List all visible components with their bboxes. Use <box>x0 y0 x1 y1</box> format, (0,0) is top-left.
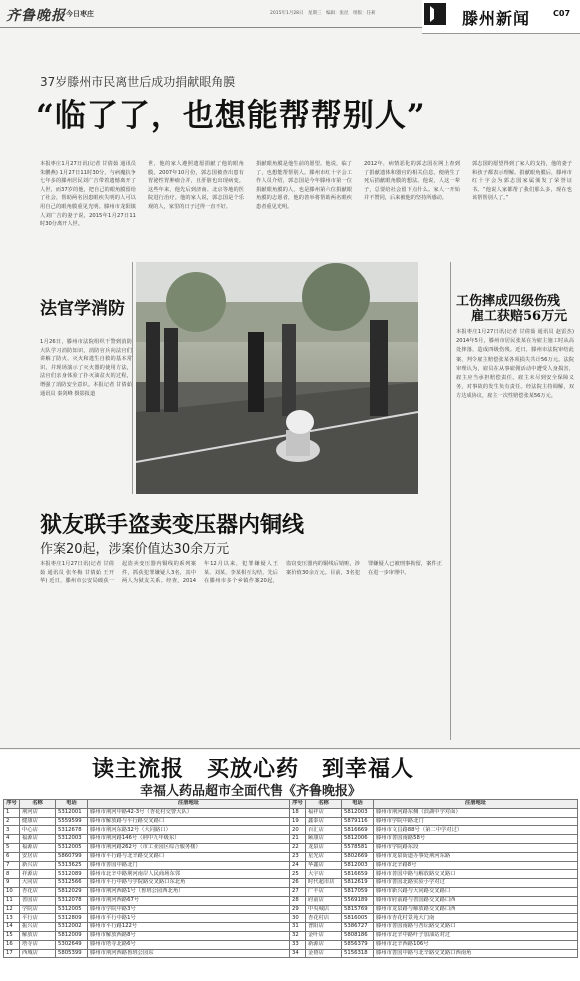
table-row <box>4 879 578 888</box>
table-cell: 31 <box>290 923 306 932</box>
table-cell: 5312003 <box>56 835 88 844</box>
table-row <box>4 905 578 914</box>
table-cell: 5312566 <box>56 879 88 888</box>
table-cell: 滕州市学院路东段 <box>374 843 578 852</box>
table-cell: 滕州市文昌路88号（第二中学对过） <box>374 826 578 835</box>
table-cell: 27 <box>290 887 306 896</box>
table-cell: 学院店 <box>20 905 56 914</box>
table-cell: 滕州市荆河西路1号（鲁班公园西北角） <box>88 887 290 896</box>
table-row <box>4 861 578 870</box>
table-cell: 滕州市北辛西路106号 <box>374 940 578 949</box>
table-cell: 5879116 <box>342 817 374 826</box>
table-cell: 中心店 <box>20 826 56 835</box>
table-cell: 滕州市新兴路与大同路交叉路口 <box>374 887 578 896</box>
table-cell: 滕州市荆河西路67号 <box>88 896 290 905</box>
table-cell: 振兴店 <box>20 923 56 932</box>
table-cell: 5812619 <box>342 879 374 888</box>
table-cell: 32 <box>290 931 306 940</box>
article1-column-3: 捐献眼角膜是他生前的愿望。他说，临了了，也想能帮帮别人。滕州市红十字会工作人员介绍，郭志国是今年滕州市第一位捐献眼角膜的人，也是滕州第六位捐献眼角膜的志愿者，他的善举将帮助两名眼疾患者重见光明。 <box>256 161 352 210</box>
table-cell: 滕州市平行中路1号 <box>88 914 290 923</box>
table-cell: 5805399 <box>56 949 88 958</box>
article1-column-4: 2012年，病情恶化的郭志国在网上查到了捐献遗体和器官的相关信息，便萌生了死后捐献眼角膜的想法。他说，人这一辈子，总要给社会留下点什么。家人一开始并不赞同，后来被他的坚持所感动。 <box>364 161 460 202</box>
header-index: 序号 <box>290 800 306 809</box>
article3-headline-line2: 雇工获赔56万元 <box>471 309 568 324</box>
store-table-header <box>4 800 578 809</box>
table-cell: 滕州市善国北路实验小学对过 <box>374 879 578 888</box>
table-cell: 5812003 <box>342 861 374 870</box>
table-row <box>4 826 578 835</box>
header-rule <box>0 27 422 28</box>
article4-subhead: 作案20起，涉案价值达30余万元 <box>40 542 230 557</box>
table-cell: 滕州市平行路与北辛路交叉路口 <box>88 852 290 861</box>
table-row <box>4 887 578 896</box>
article3-headline-line1: 工伤摔成四级伤残 <box>456 294 561 309</box>
table-cell: 滕州市善国南路58号 <box>374 835 578 844</box>
table-cell: 5312005 <box>56 843 88 852</box>
table-cell: 滕州市荆河西路鲁班公园东 <box>88 949 290 958</box>
table-cell: 滕州市善国南路与杏坛路交叉路口 <box>374 923 578 932</box>
table-cell: 10 <box>4 887 20 896</box>
ad-rule <box>0 748 580 749</box>
header-phone: 电话 <box>342 800 374 809</box>
ad-subtitle: 幸福人药品超市全面代售《齐鲁晚报》 <box>140 784 362 799</box>
table-cell: 24 <box>290 861 306 870</box>
table-cell: 滕州市善国中路与北辛路交叉路口西南角 <box>374 949 578 958</box>
article4-headline: 狱友联手盗卖变压器内铜线 <box>40 512 305 538</box>
table-cell: 5860799 <box>56 852 88 861</box>
table-cell: 8 <box>4 870 20 879</box>
table-cell: 滕州市平行中路与学院路交叉路口东北角 <box>88 879 290 888</box>
table-row <box>4 914 578 923</box>
table-cell: 17 <box>4 949 20 958</box>
table-cell: 时代超市店 <box>306 879 342 888</box>
table-cell: 29 <box>290 905 306 914</box>
table-cell: 大同店 <box>20 879 56 888</box>
table-cell: 5312005 <box>56 905 88 914</box>
table-cell: 16 <box>4 940 20 949</box>
table-cell: 鑫泰店 <box>306 817 342 826</box>
table-cell: 5808186 <box>342 931 374 940</box>
table-cell: 3 <box>4 826 20 835</box>
table-cell: 滕州市杏花村景苑大门南 <box>374 914 578 923</box>
fire-drill-photo <box>136 262 418 494</box>
table-row <box>4 940 578 949</box>
table-cell: 滕州市学院中路3号 <box>88 905 290 914</box>
table-cell: 滕州市府前路与善国路交叉路口西 <box>374 896 578 905</box>
table-cell: 5312089 <box>56 870 88 879</box>
table-cell: 5812003 <box>342 808 374 817</box>
table-cell: 5312809 <box>56 914 88 923</box>
article4-body: 本报枣庄1月27日讯(记者 甘倩茹 通讯员 张冬梅 甘倩茹 王开华) 近日，滕州市公安局破获一起盗卖变压器内铜线的系列案件，抓获犯罪嫌疑人3名，其中两人为狱友关系。经查，2014年12月以来，犯罪嫌疑人王某、刘某、李某相互勾结，先后在滕州市多个乡镇作案20起，盗窃变压器内的铜线后销赃，涉案价值30余万元。目前，3名犯罪嫌疑人已被刑事拘留，案件正在进一步审理中。 <box>40 561 442 585</box>
header-phone: 电话 <box>56 800 88 809</box>
table-cell: 滕州市北辛中路荆河南岸人民商场东邻 <box>88 870 290 879</box>
table-cell: 福源店 <box>20 843 56 852</box>
table-cell: 5312678 <box>56 826 88 835</box>
table-row <box>4 852 578 861</box>
table-cell: 安居店 <box>20 852 56 861</box>
table-cell: 33 <box>290 940 306 949</box>
table-row <box>4 870 578 879</box>
table-cell: 4 <box>4 835 20 844</box>
dateline: 2015年1月28日 星期三 编辑：张昆 组版：任莉 <box>270 11 376 16</box>
table-cell: 11 <box>4 896 20 905</box>
page-number: C07 <box>553 9 571 18</box>
table-cell: 15 <box>4 931 20 940</box>
table-cell: 9 <box>4 879 20 888</box>
table-cell: 5312002 <box>56 923 88 932</box>
table-cell: 金禧店 <box>306 949 342 958</box>
photo-divider <box>132 262 133 494</box>
table-cell: 5812006 <box>342 835 374 844</box>
table-row <box>4 949 578 958</box>
table-cell: 杏花村店 <box>306 914 342 923</box>
table-cell: 平行店 <box>20 914 56 923</box>
article1-column-1: 本报枣庄1月27日讯(记者 甘倩茹 通讯员 朱鹏燕) 1月27日11时30分，与病魔抗争七年多的滕州居民刘广吉带着遗憾离开了人世，而37岁的他，把自己的眼角膜留给了社会，帮助两名因患眼疾失明的人可以用自己的眼角膜重见光明。滕州市龙阳镇人刘广吉的妻子说，2015年1月27日11时30分离开人世。 <box>40 161 136 228</box>
table-row <box>4 923 578 932</box>
table-cell: 滕州市荆河路146号（荆中九年级东） <box>88 835 290 844</box>
table-row <box>4 817 578 826</box>
section-logo-icon <box>424 3 446 25</box>
header-index: 序号 <box>4 800 20 809</box>
table-cell: 滕州市塔寺北路6号 <box>88 940 290 949</box>
table-cell: 百汇店 <box>306 826 342 835</box>
table-cell: 5578581 <box>342 843 374 852</box>
table-cell: 30 <box>290 914 306 923</box>
table-cell: 福祥店 <box>306 808 342 817</box>
table-cell: 广丰店 <box>306 887 342 896</box>
table-cell: 滕州市学院中路北门 <box>374 817 578 826</box>
table-cell: 荆河店 <box>20 808 56 817</box>
ad-title: 读主流报 买放心药 到幸福人 <box>92 756 415 782</box>
table-cell: 福源店 <box>20 835 56 844</box>
table-cell: 22 <box>290 843 306 852</box>
article1-column-2: 世，他的家人遵照遗愿捐献了他的眼角膜。2007年10月份，郭志国被查出患有胃泌性胃肿瘤合并，且肝脏也出现病变。这些年来，他先后到济南、北京等地的医院进行治疗。他的家人说，郭志国是个乐观的人，家里的日子过得一直不好。 <box>148 161 244 210</box>
table-cell: 善国店 <box>20 896 56 905</box>
table-cell: 6 <box>4 852 20 861</box>
table-cell: 7 <box>4 861 20 870</box>
right-column-rule <box>450 262 451 740</box>
table-cell: 解放店 <box>20 931 56 940</box>
table-cell: 滕州市善国中路北门 <box>88 861 290 870</box>
table-row <box>4 896 578 905</box>
table-cell: 28 <box>290 896 306 905</box>
table-cell: 23 <box>290 852 306 861</box>
table-cell: 34 <box>290 949 306 958</box>
article2-body: 1月26日，滕州市法院组织干警到消防大队学习消防知识，消防官兵向法官们讲解了防火、灭火和逃生自救的基本常识，并现场演示了灭火器的使用方法，法官们亲身体验了扑灭油盆火的过程，增强了消防安全意识。本报记者 甘倩茹 通讯员 秦剑峰 摄影报道 <box>40 339 132 397</box>
table-cell: 华鑫店 <box>306 861 342 870</box>
table-cell: 5313625 <box>56 861 88 870</box>
header-name: 名称 <box>20 800 56 809</box>
table-cell: 5312078 <box>56 896 88 905</box>
table-cell: 5569189 <box>342 896 374 905</box>
table-cell: 龙泉店 <box>306 843 342 852</box>
table-cell: 5816659 <box>342 870 374 879</box>
table-cell: 5816005 <box>342 914 374 923</box>
table-cell: 20 <box>290 826 306 835</box>
table-cell: 滕州市龙泉路与解放路交叉路口西 <box>374 905 578 914</box>
table-cell: 杏花店 <box>20 887 56 896</box>
newspaper-brand: 齐鲁晚报 <box>6 8 66 24</box>
table-cell: 滕州市荆河东路32号（大同路口） <box>88 826 290 835</box>
table-cell: 滕州市解放西路8号 <box>88 931 290 940</box>
table-cell: 新兴店 <box>20 861 56 870</box>
table-cell: 1 <box>4 808 20 817</box>
table-cell: 5817059 <box>342 887 374 896</box>
table-cell: 14 <box>4 923 20 932</box>
table-cell: 5815769 <box>342 905 374 914</box>
table-cell: 18 <box>290 808 306 817</box>
table-cell: 5812009 <box>56 931 88 940</box>
table-cell: 5559599 <box>56 817 88 826</box>
table-cell: 5812029 <box>56 887 88 896</box>
table-cell: 滕州市平行路122号 <box>88 923 290 932</box>
table-row <box>4 808 578 817</box>
article1-headline: “临了了，也想能帮帮别人” <box>36 98 426 134</box>
table-cell: 5 <box>4 843 20 852</box>
store-table <box>3 799 578 958</box>
table-cell: 金叶店 <box>306 931 342 940</box>
table-cell: 中央城店 <box>306 905 342 914</box>
table-cell: 21 <box>290 835 306 844</box>
article3-body: 本报枣庄1月27日讯(记者 甘倩茹 通讯员 赵雷杰) 2014年5月，滕州市居民张某在为雇主施工时从高处摔落，造成四级伤残。近日，滕州市法院审结此案，判令雇主赔偿张某各项损失共计56万元。法院审理认为，雇员在从事雇佣活动中遭受人身损害，雇主应当承担赔偿责任。雇主未尽到安全保障义务，对事故的发生负有责任。经法院主持调解，双方达成协议，雇主一次性赔偿张某56万元。 <box>456 329 574 400</box>
table-cell: 25 <box>290 870 306 879</box>
header-address: 注册地址 <box>88 800 290 809</box>
table-cell: 普阳店 <box>306 923 342 932</box>
table-row <box>4 843 578 852</box>
table-cell: 26 <box>290 879 306 888</box>
table-row <box>4 931 578 940</box>
table-cell: 12 <box>4 905 20 914</box>
table-cell: 5156318 <box>342 949 374 958</box>
table-cell: 滕州市龙泉街道办事处荆河东路 <box>374 852 578 861</box>
table-cell: 大宇店 <box>306 870 342 879</box>
table-cell: 5312001 <box>56 808 88 817</box>
table-cell: 5302649 <box>56 940 88 949</box>
table-cell: 5386727 <box>342 923 374 932</box>
table-cell: 滕州市荆河中路42-3号（杏花村交警大队） <box>88 808 290 817</box>
table-cell: 2 <box>4 817 20 826</box>
edition-name: 今日枣庄 <box>66 10 94 18</box>
table-cell: 5802669 <box>342 852 374 861</box>
table-cell: 滕州市解放路与平行路交叉路口 <box>88 817 290 826</box>
table-cell: 滕州市北辛中路叶子加油站对过 <box>374 931 578 940</box>
table-row <box>4 835 578 844</box>
table-cell: 19 <box>290 817 306 826</box>
table-cell: 滕州市荆河路东侧（滨湖中学对面） <box>374 808 578 817</box>
table-cell: 祥源店 <box>20 870 56 879</box>
table-cell: 滕州市荆河路262号（市工业园区综合服务楼） <box>88 843 290 852</box>
table-cell: 5816669 <box>342 826 374 835</box>
section-title: 滕州新闻 <box>462 9 531 28</box>
table-cell: 滕州市北辛路8号 <box>374 861 578 870</box>
table-cell: 13 <box>4 914 20 923</box>
table-cell: 星光店 <box>306 852 342 861</box>
section-rule <box>422 33 580 34</box>
article2-headline: 法官学消防 <box>40 299 125 319</box>
table-cell: 新源店 <box>306 940 342 949</box>
table-cell: 滕州市善国中路与解放路交叉路口 <box>374 870 578 879</box>
header-name: 名称 <box>306 800 342 809</box>
article1-kicker: 37岁滕州市民离世后成功捐献眼角膜 <box>40 75 236 89</box>
table-cell: 5856379 <box>342 940 374 949</box>
table-cell: 颐康店 <box>306 835 342 844</box>
table-cell: 府前店 <box>306 896 342 905</box>
table-cell: 西城店 <box>20 949 56 958</box>
table-cell: 塔寺店 <box>20 940 56 949</box>
article1-column-5: 郭志国的愿望得到了家人的支持，他的妻子和孩子都表示理解。捐献眼角膜后，滕州市红十字会为郭志国家属颁发了荣誉证书。“他说人家都帮了我们那么多，现在也该帮帮别人了。” <box>472 161 572 202</box>
header-address: 注册地址 <box>374 800 578 809</box>
table-cell: 健康店 <box>20 817 56 826</box>
